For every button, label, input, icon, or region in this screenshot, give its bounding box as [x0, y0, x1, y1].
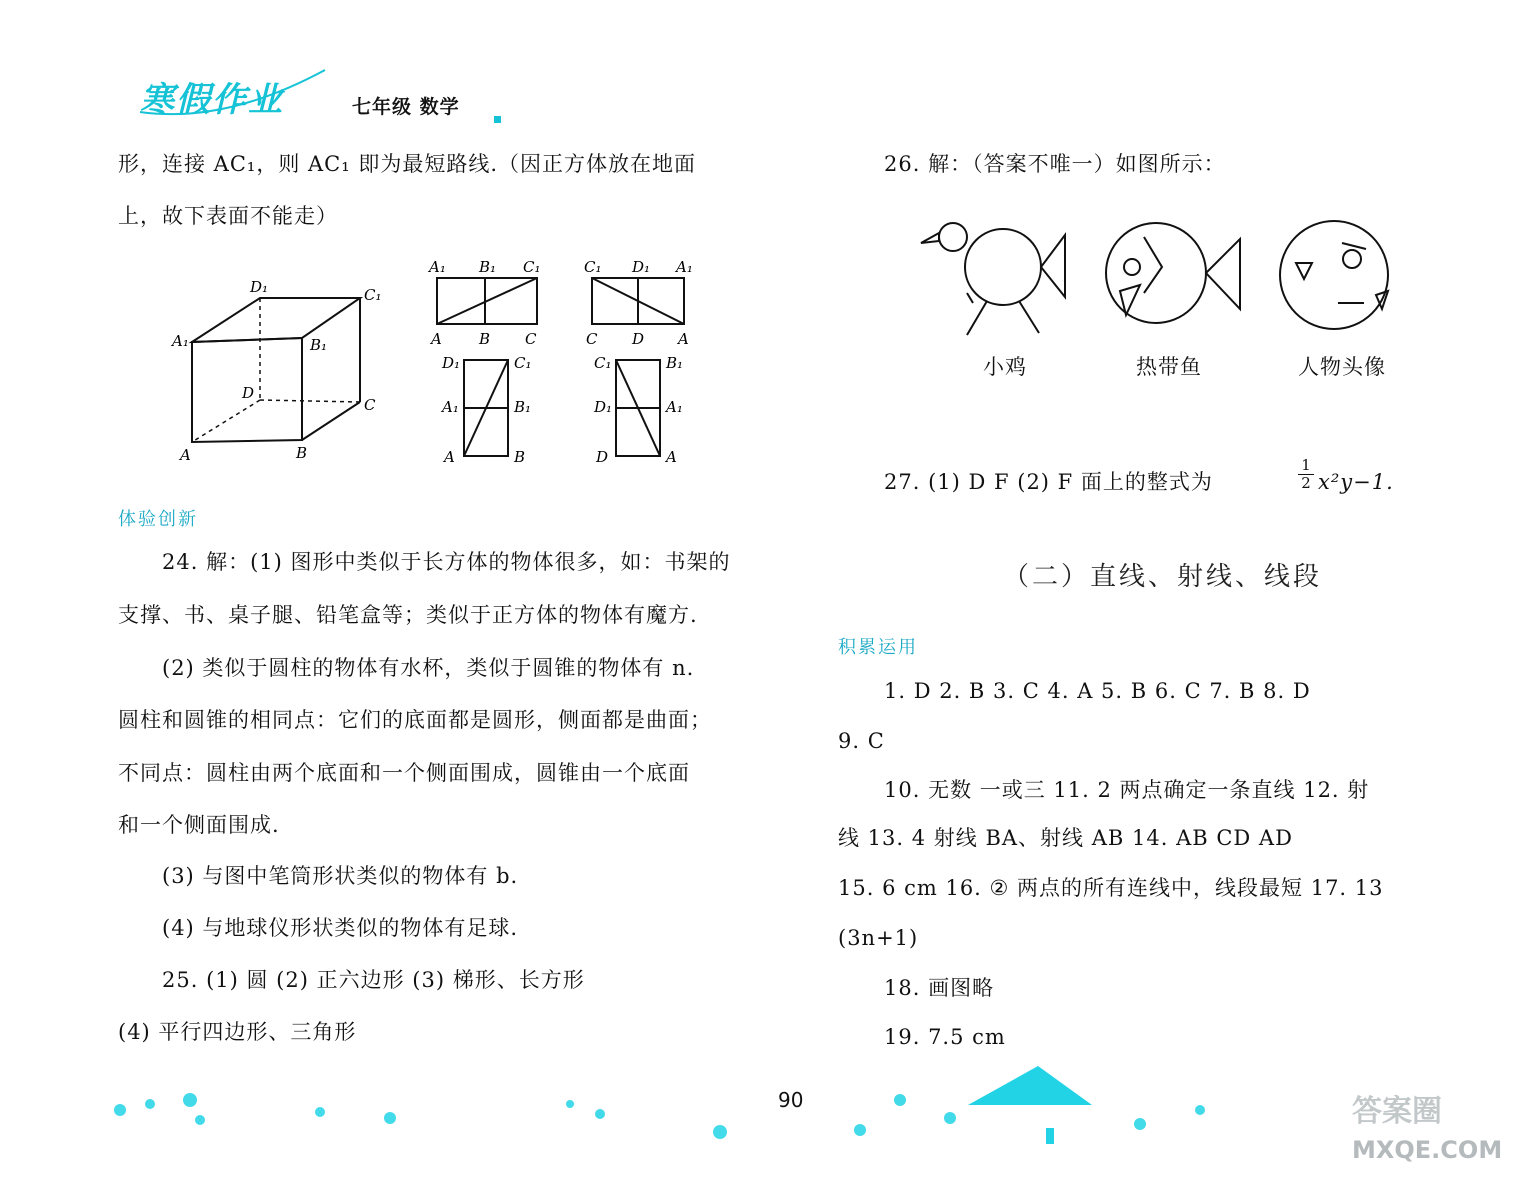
svg-text:C: C [586, 330, 598, 348]
svg-text:B: B [514, 448, 526, 466]
q27-fraction: 1 2 [1298, 457, 1314, 492]
cube-label-B1: B₁ [310, 336, 328, 354]
page-number: 90 [778, 1088, 804, 1112]
answers-line-5: 15. 6 cm 16. ② 两点的所有连线中，线段最短 17. 13 [838, 876, 1384, 900]
section-heading-jilei: 积累运用 [838, 637, 918, 658]
svg-text:A₁: A₁ [666, 398, 683, 416]
net-3 [438, 352, 538, 468]
section-heading-tiyan: 体验创新 [118, 509, 198, 530]
house-roof-icon [968, 1066, 1092, 1105]
svg-text:A₁: A₁ [676, 258, 693, 276]
q27-prefix: 27. (1) D F (2) F 面上的整式为 [884, 470, 1213, 494]
q24-line-6: 和一个侧面围成. [118, 813, 280, 837]
chick-figure [915, 215, 1075, 345]
svg-text:B₁: B₁ [514, 398, 532, 416]
q27-suffix: x²y−1. [1318, 470, 1394, 494]
brand-swoosh [135, 62, 335, 122]
q24-line-7: (3) 与图中笔筒形状类似的物体有 b. [162, 864, 519, 888]
answers-line-1: 1. D 2. B 3. C 4. A 5. B 6. C 7. B 8. D [884, 679, 1311, 703]
svg-text:A₁: A₁ [442, 398, 459, 416]
q24-line-2: 支撑、书、桌子腿、铅笔盒等；类似于正方体的物体有魔方. [118, 603, 698, 627]
fish-figure [1100, 215, 1260, 345]
fig-label-chick: 小鸡 [983, 355, 1027, 379]
svg-text:B₁: B₁ [666, 354, 684, 372]
svg-text:C₁: C₁ [584, 258, 602, 276]
q24-line-8: (4) 与地球仪形状类似的物体有足球. [162, 916, 519, 940]
q25-line-2: (4) 平行四边形、三角形 [118, 1020, 357, 1044]
q24-line-5: 不同点：圆柱由两个底面和一个侧面围成，圆锥由一个底面 [118, 761, 690, 785]
svg-text:B: B [479, 330, 491, 348]
answers-line-4: 线 13. 4 射线 BA、射线 AB 14. AB CD AD [838, 826, 1293, 850]
svg-text:C₁: C₁ [523, 258, 541, 276]
cube-label-A1: A₁ [172, 332, 189, 350]
portrait-figure [1270, 215, 1410, 345]
net-1 [425, 258, 555, 350]
cube-label-A: A [180, 446, 191, 464]
q24-line-4: 圆柱和圆锥的相同点：它们的底面都是圆形，侧面都是曲面； [118, 708, 712, 732]
net-2 [580, 258, 710, 350]
cube-label-C: C [364, 396, 376, 414]
grade-subject: 七年级 数学 [352, 96, 460, 118]
svg-text:A: A [678, 330, 689, 348]
cube-label-D1: D₁ [250, 278, 269, 296]
chapter-title: （二）直线、射线、线段 [1003, 562, 1323, 592]
svg-text:D₁: D₁ [632, 258, 651, 276]
svg-text:C₁: C₁ [594, 354, 612, 372]
fig-label-portrait: 人物头像 [1298, 355, 1386, 379]
q24-line-1: 24. 解：(1) 图形中类似于长方体的物体很多，如：书架的 [162, 550, 731, 574]
answers-line-8: 19. 7.5 cm [884, 1025, 1006, 1049]
answers-line-3: 10. 无数 一或三 11. 2 两点确定一条直线 12. 射 [884, 778, 1370, 802]
svg-text:D: D [596, 448, 609, 466]
net-4 [590, 352, 690, 468]
q25-line-1: 25. (1) 圆 (2) 正六边形 (3) 梯形、长方形 [162, 968, 585, 992]
svg-text:A: A [666, 448, 677, 466]
footer-snowflakes [0, 1060, 1536, 1180]
svg-text:A: A [431, 330, 442, 348]
svg-text:D₁: D₁ [442, 354, 461, 372]
answers-line-6: (3n+1) [838, 926, 919, 950]
intro-line-2: 上，故下表面不能走） [118, 204, 338, 228]
cube-label-C1: C₁ [364, 286, 382, 304]
watermark-logo: 答案圈 [1352, 1094, 1442, 1129]
watermark-url: MXQE.COM [1352, 1136, 1503, 1164]
svg-text:C₁: C₁ [514, 354, 532, 372]
svg-text:A: A [444, 448, 455, 466]
q24-line-3: (2) 类似于圆柱的物体有水杯，类似于圆锥的物体有 n. [162, 656, 695, 680]
svg-text:C: C [525, 330, 537, 348]
answers-line-2: 9. C [838, 729, 885, 753]
svg-text:D₁: D₁ [594, 398, 613, 416]
cube-label-D: D [242, 384, 255, 402]
header-dot [494, 116, 501, 123]
svg-text:B₁: B₁ [479, 258, 497, 276]
cube-figure [170, 270, 400, 470]
svg-text:D: D [632, 330, 645, 348]
fig-label-fish: 热带鱼 [1136, 355, 1202, 379]
q26-text: 26. 解：（答案不唯一）如图所示： [884, 152, 1226, 176]
cube-label-B: B [296, 444, 308, 462]
answers-line-7: 18. 画图略 [884, 976, 995, 1000]
brand-title: 寒假作业 [140, 80, 284, 120]
svg-text:A₁: A₁ [429, 258, 446, 276]
intro-line-1: 形，连接 AC₁，则 AC₁ 即为最短路线.（因正方体放在地面 [118, 152, 697, 176]
